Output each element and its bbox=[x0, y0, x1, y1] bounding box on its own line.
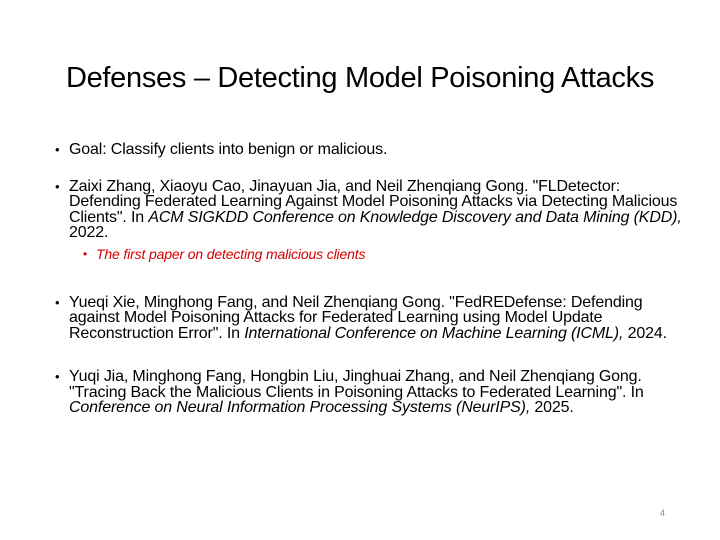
citation-text: Yueqi Xie, Minghong Fang, and Neil Zhenqiang Gong. "FedREDefense: Defending against Model Poisoning Attacks for Federated Learning using Model Update Reconstruction Error". In bbox=[69, 293, 643, 342]
citation-year: 2022. bbox=[69, 224, 109, 241]
bullet-icon: • bbox=[55, 142, 60, 157]
citation-text: Zaixi Zhang, Xiaoyu Cao, Jinayuan Jia, and Neil Zhenqiang Gong. "FLDetector: Defending Federated Learning Against Model Poisoning Attacks via Detecting Malicious Clients". In bbox=[69, 177, 678, 226]
citation-venue: International Conference on Machine Learning (ICML), bbox=[244, 324, 624, 342]
sub-bullet-highlight bbox=[69, 246, 685, 262]
bullet-item-fldetector bbox=[55, 179, 685, 262]
bullet-item-goal bbox=[55, 142, 685, 158]
slide-content bbox=[55, 142, 685, 416]
bullet-icon: • bbox=[55, 178, 60, 194]
bullet-item-tracing-back bbox=[55, 369, 685, 416]
citation-text: Yuqi Jia, Minghong Fang, Hongbin Liu, Jinghuai Zhang, and Neil Zhenqiang Gong. "Tracing Back the Malicious Clients in Poisoning Attacks to Federated Learning". In bbox=[69, 368, 644, 401]
slide-title: Defenses – Detecting Model Poisoning Attacks bbox=[65, 62, 655, 94]
bullet-icon: • bbox=[83, 246, 88, 261]
citation-year: 2024. bbox=[623, 324, 667, 342]
citation-venue: ACM SIGKDD Conference on Knowledge Discovery and Data Mining (KDD), bbox=[148, 208, 682, 226]
bullet-icon: • bbox=[55, 369, 60, 384]
bullet-icon: • bbox=[55, 294, 60, 310]
sub-bullet-text: The first paper on detecting malicious clients bbox=[96, 245, 366, 262]
bullet-text: Goal: Classify clients into benign or malicious. bbox=[69, 141, 388, 158]
citation-year: 2025. bbox=[530, 399, 574, 416]
bullet-item-fedredefense bbox=[55, 295, 685, 342]
citation-venue: Conference on Neural Information Processing Systems (NeurIPS), bbox=[69, 399, 531, 416]
page-number: 4 bbox=[659, 508, 665, 518]
